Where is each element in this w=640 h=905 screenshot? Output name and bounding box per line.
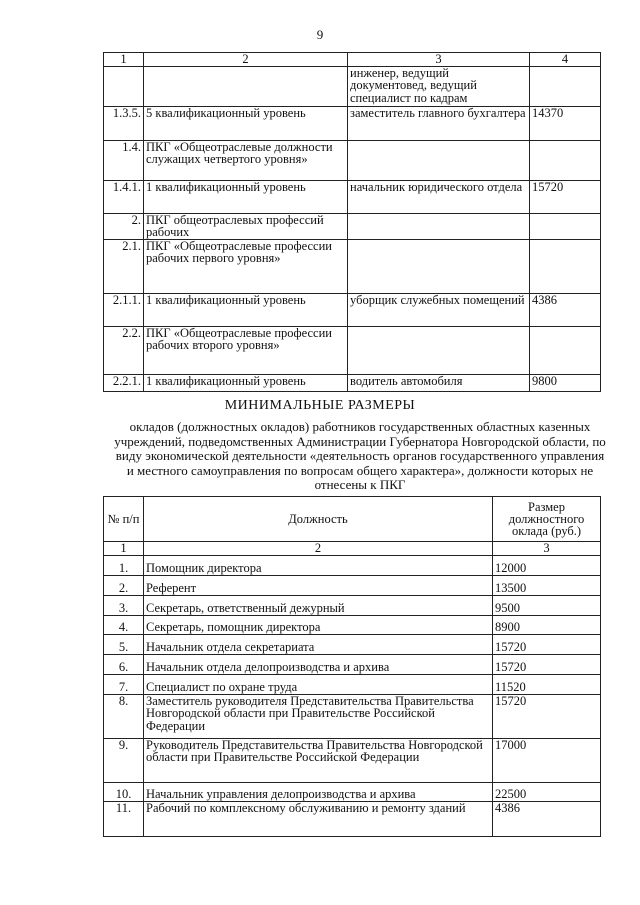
table-row bbox=[104, 694, 601, 738]
salary-value: 9800 bbox=[530, 374, 601, 391]
table-row bbox=[104, 555, 601, 575]
salary-value: 15720 bbox=[493, 694, 601, 738]
group-name: ПКГ общеотраслевых профессий рабочих bbox=[144, 213, 348, 239]
position-name bbox=[348, 326, 530, 374]
column-number: 3 bbox=[493, 542, 601, 556]
group-name: 1 квалификационный уровень bbox=[144, 293, 348, 326]
salary-value bbox=[530, 239, 601, 293]
position-name: Референт bbox=[144, 575, 493, 595]
table-row bbox=[104, 615, 601, 634]
row-number bbox=[104, 66, 144, 106]
salary-value bbox=[530, 326, 601, 374]
column-number-row bbox=[104, 53, 601, 67]
position-name: инженер, ведущий документовед, ведущий специалист по кадрам bbox=[348, 66, 530, 106]
salary-value: 15720 bbox=[493, 634, 601, 654]
table-row bbox=[104, 595, 601, 615]
group-name: ПКГ «Общеотраслевые профессии рабочих первого уровня» bbox=[144, 239, 348, 293]
group-name: ПКГ «Общеотраслевые профессии рабочих второго уровня» bbox=[144, 326, 348, 374]
salary-value: 4386 bbox=[493, 801, 601, 836]
row-number: 2. bbox=[104, 213, 144, 239]
table-row bbox=[104, 239, 601, 293]
row-number: 2.1. bbox=[104, 239, 144, 293]
row-number: 2.1.1. bbox=[104, 293, 144, 326]
table-row bbox=[104, 180, 601, 213]
salary-value bbox=[530, 140, 601, 180]
position-name: заместитель главного бухгалтера bbox=[348, 106, 530, 140]
position-name: начальник юридического отдела bbox=[348, 180, 530, 213]
salary-value: 9500 bbox=[493, 595, 601, 615]
column-number: 3 bbox=[348, 53, 530, 67]
column-number: 2 bbox=[144, 53, 348, 67]
position-name: Руководитель Представительства Правительства Новгородской области при Правительстве Российской Федерации bbox=[144, 738, 493, 782]
row-number: 2.2. bbox=[104, 326, 144, 374]
row-number: 1. bbox=[104, 555, 144, 575]
table-row bbox=[104, 575, 601, 595]
row-number: 7. bbox=[104, 674, 144, 694]
table-row bbox=[104, 738, 601, 782]
salary-value: 12000 bbox=[493, 555, 601, 575]
row-number: 1.4. bbox=[104, 140, 144, 180]
position-name: уборщик служебных помещений bbox=[348, 293, 530, 326]
position-name: Начальник управления делопроизводства и архива bbox=[144, 782, 493, 801]
row-number: 8. bbox=[104, 694, 144, 738]
table-row bbox=[104, 374, 601, 391]
row-number: 9. bbox=[104, 738, 144, 782]
row-number: 5. bbox=[104, 634, 144, 654]
position-name bbox=[348, 140, 530, 180]
row-number: 11. bbox=[104, 801, 144, 836]
row-number: 2.2.1. bbox=[104, 374, 144, 391]
header-number: № п/п bbox=[104, 497, 144, 542]
column-number-row bbox=[104, 542, 601, 556]
table-row bbox=[104, 782, 601, 801]
qualification-groups-table bbox=[103, 52, 601, 392]
column-number: 1 bbox=[104, 53, 144, 67]
table-row bbox=[104, 66, 601, 106]
group-name: ПКГ «Общеотраслевые должности служащих четвертого уровня» bbox=[144, 140, 348, 180]
salary-value: 8900 bbox=[493, 615, 601, 634]
row-number: 6. bbox=[104, 654, 144, 674]
group-name: 1 квалификационный уровень bbox=[144, 374, 348, 391]
position-name: Секретарь, ответственный дежурный bbox=[144, 595, 493, 615]
salary-value bbox=[530, 213, 601, 239]
header-salary: Размер должностного оклада (руб.) bbox=[493, 497, 601, 542]
table-header-row bbox=[104, 497, 601, 542]
position-name: Секретарь, помощник директора bbox=[144, 615, 493, 634]
header-position: Должность bbox=[144, 497, 493, 542]
salary-value: 11520 bbox=[493, 674, 601, 694]
row-number: 1.4.1. bbox=[104, 180, 144, 213]
salary-value: 17000 bbox=[493, 738, 601, 782]
salary-value: 4386 bbox=[530, 293, 601, 326]
table-row bbox=[104, 326, 601, 374]
table-row bbox=[104, 140, 601, 180]
column-number: 2 bbox=[144, 542, 493, 556]
position-name: Рабочий по комплексному обслуживанию и ремонту зданий bbox=[144, 801, 493, 836]
section-subheading: окладов (должностных окладов) работников государственных областных казенных учреждений, подведомственных Администрации Губернатора Новгородской области, по виду экономической деятельности «деятельность органов государственного управления и местного самоуправления по вопросам общего характера», должности которых не отнесены к ПКГ bbox=[114, 419, 606, 492]
section-heading: МИНИМАЛЬНЫЕ РАЗМЕРЫ bbox=[224, 398, 416, 413]
salary-value: 15720 bbox=[493, 654, 601, 674]
minimum-salaries-table bbox=[103, 496, 601, 837]
group-name bbox=[144, 66, 348, 106]
page-number: 9 bbox=[316, 27, 324, 42]
position-name: водитель автомобиля bbox=[348, 374, 530, 391]
row-number: 3. bbox=[104, 595, 144, 615]
table-row bbox=[104, 654, 601, 674]
row-number: 2. bbox=[104, 575, 144, 595]
salary-value bbox=[530, 66, 601, 106]
position-name bbox=[348, 213, 530, 239]
position-name: Специалист по охране труда bbox=[144, 674, 493, 694]
group-name: 1 квалификационный уровень bbox=[144, 180, 348, 213]
salary-value: 14370 bbox=[530, 106, 601, 140]
position-name: Помощник директора bbox=[144, 555, 493, 575]
position-name: Начальник отдела делопроизводства и архива bbox=[144, 654, 493, 674]
salary-value: 15720 bbox=[530, 180, 601, 213]
position-name: Начальник отдела секретариата bbox=[144, 634, 493, 654]
row-number: 4. bbox=[104, 615, 144, 634]
table-row bbox=[104, 213, 601, 239]
table-row bbox=[104, 634, 601, 654]
position-name bbox=[348, 239, 530, 293]
salary-value: 13500 bbox=[493, 575, 601, 595]
group-name: 5 квалификационный уровень bbox=[144, 106, 348, 140]
column-number: 4 bbox=[530, 53, 601, 67]
table-row bbox=[104, 106, 601, 140]
row-number: 10. bbox=[104, 782, 144, 801]
table-row bbox=[104, 293, 601, 326]
row-number: 1.3.5. bbox=[104, 106, 144, 140]
table-row bbox=[104, 801, 601, 836]
table-row bbox=[104, 674, 601, 694]
salary-value: 22500 bbox=[493, 782, 601, 801]
position-name: Заместитель руководителя Представительства Правительства Новгородской области при Правительстве Российской Федерации bbox=[144, 694, 493, 738]
column-number: 1 bbox=[104, 542, 144, 556]
